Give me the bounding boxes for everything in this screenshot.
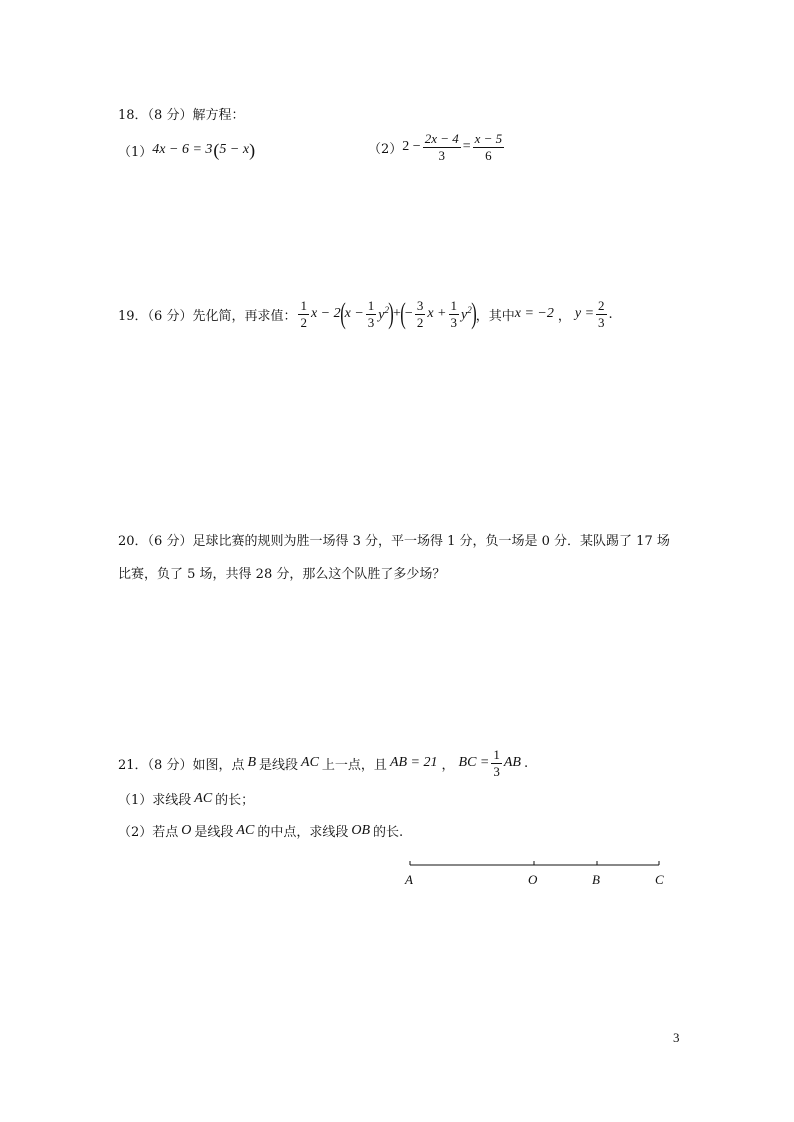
q19-line [118,296,613,332]
fraction [423,132,461,162]
point-o-label: O [528,872,538,887]
fraction [366,299,377,329]
fraction-denominator: 3 [367,314,375,330]
q21-text: 上一点，且 [321,757,387,773]
fraction-numerator: 1 [367,297,375,313]
fraction [415,299,426,329]
segment-label: AC [194,790,213,806]
fraction-numerator: 2x − 4 [424,131,459,146]
fraction-numerator: 1 [300,297,307,313]
fraction [449,299,460,329]
fraction-denominator: 3 [450,314,457,330]
q18-heading: 18．（8 分）解方程： [118,108,245,123]
paren-close: ) [470,297,477,330]
q21-sub2-text: 是线段 [194,825,234,840]
segment-figure [400,858,670,892]
term: $y^2$ [461,304,472,323]
term: $y^2$ [378,304,390,323]
fraction-numerator: x − 5 [474,131,503,146]
q21-text: 21．（8 分）如图，点 [118,757,245,773]
term: x + [427,306,447,321]
point-label: B [247,755,257,770]
q19-heading: 19．（6 分）先化简，再求值： [118,308,297,324]
condition-text: ，其中 [475,308,515,324]
equals-sign: = [462,139,471,155]
fraction [596,299,607,329]
variable: y [378,307,385,323]
segment-label: AB [503,755,521,770]
variable: y [461,307,468,323]
equation: AB = 21 [389,755,438,770]
paren-close: ) [249,139,256,160]
q21-heading [118,748,528,778]
fraction-numerator: 3 [416,297,424,313]
comma: ， [557,308,571,324]
fraction-denominator: 3 [598,314,605,330]
paren-close: ) [388,297,394,330]
condition-y: y = [574,306,595,321]
condition-x: x = −2 [514,306,554,321]
segment-label: OB [351,822,370,838]
segment-line-svg [400,858,670,870]
period: . [608,306,613,322]
q21-sub2-text: 的中点，求线段 [257,825,349,840]
q18-part1-inner: 5 − x [219,142,250,157]
period: . [523,755,529,771]
q21-sub2 [118,821,403,840]
q18-part1-equation: 4x − 6 = 3 [152,142,213,157]
term: x − 2 [310,306,341,321]
q21-text: ， [441,757,455,773]
q21-sub1 [118,789,254,808]
fraction-numerator: 2 [598,297,605,313]
q18-part2-lead: 2 − [402,139,421,155]
point-label: O [181,822,192,838]
minus-sign: − [404,306,413,321]
q18-part2-label: （2） [368,141,403,157]
fraction-denominator: 3 [438,147,445,163]
point-c-label: C [655,872,664,887]
q21-sub2-text: 的长. [373,825,404,840]
term: x − [344,306,364,321]
fraction-denominator: 3 [493,763,500,779]
paren-open: ( [400,297,406,330]
point-a-label: A [405,872,413,887]
q18-part2 [368,132,506,162]
fraction-denominator: 2 [416,314,424,330]
q21-sub2-text: （2）若点 [118,825,179,840]
page-number: 3 [673,1030,680,1045]
q20-line1: 20．（6 分）足球比赛的规则为胜一场得 3 分，平一场得 1 分，负一场是 0 分．某队踢了 17 场 [118,534,670,549]
paren-open: ( [339,297,346,330]
q20-line2: 比赛，负了 5 场，共得 28 分，那么这个队胜了多少场？ [118,567,446,582]
fraction [298,299,309,329]
point-b-label: B [592,872,600,887]
equation: BC = [458,755,490,770]
q21-sub1-text: 的长； [215,793,255,808]
q18-part1-label: （1） [118,144,153,160]
segment-label: AC [301,755,319,770]
q21-sub1-text: （1）求线段 [118,793,192,808]
fraction-denominator: 2 [300,314,307,330]
fraction [473,132,505,162]
segment-label: AC [236,822,255,838]
q21-text: 是线段 [259,757,299,773]
q18-part1 [118,140,255,160]
paren-open: ( [213,139,220,160]
fraction [491,748,502,778]
fraction-denominator: 6 [485,147,492,163]
plus-sign: + [393,306,401,321]
fraction-numerator: 1 [493,746,500,762]
fraction-numerator: 1 [450,297,457,313]
